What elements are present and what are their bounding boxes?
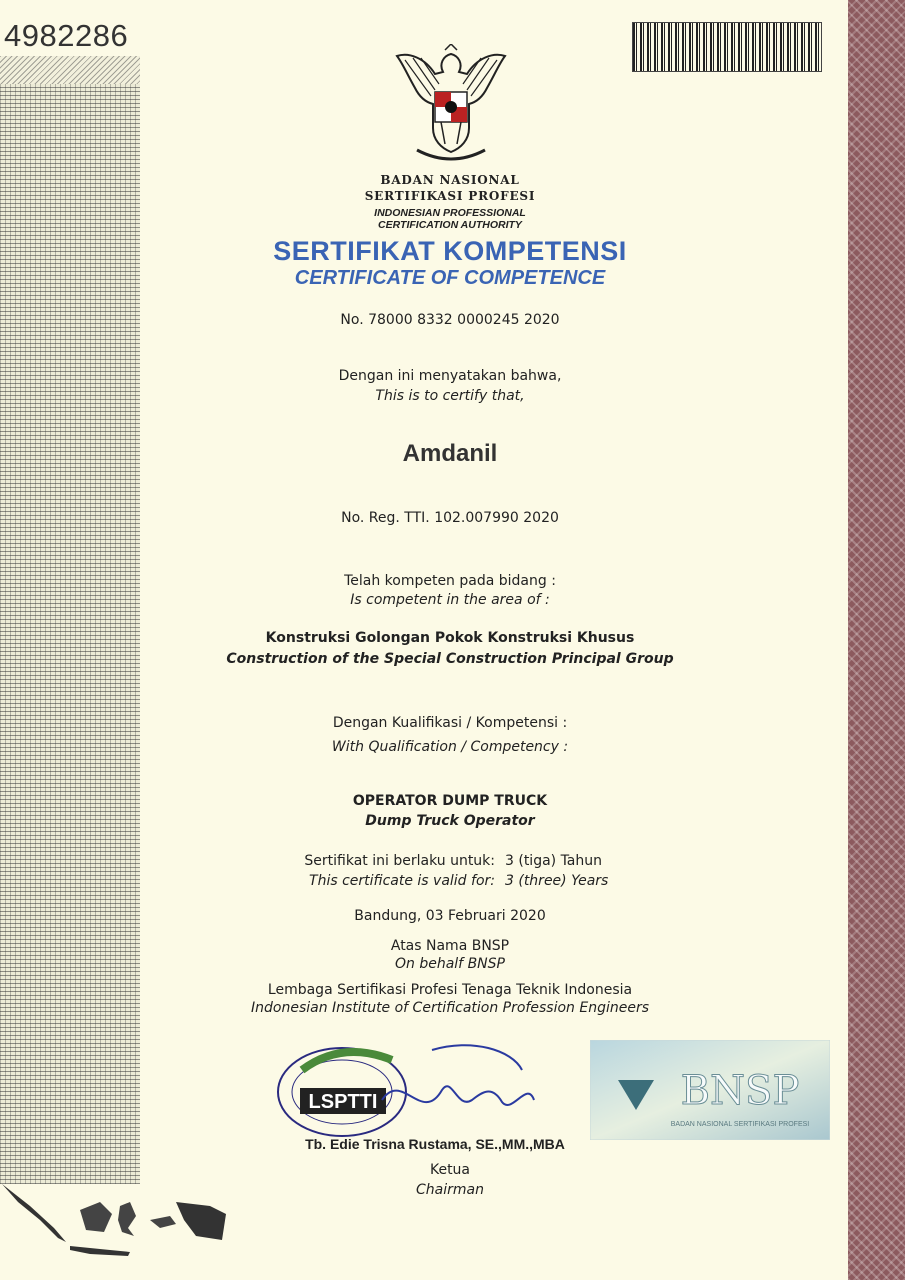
holder-name: Amdanil xyxy=(402,440,498,467)
competency-area-id: Konstruksi Golongan Pokok Konstruksi Khusus xyxy=(265,630,635,646)
certificate-title: SERTIFIKAT KOMPETENSI xyxy=(273,236,627,266)
qualification-en: Dump Truck Operator xyxy=(365,813,535,829)
validity-value-en: 3 (three) Years xyxy=(505,873,609,889)
authority-name-line2: SERTIFIKASI PROFESI xyxy=(364,189,536,203)
competency-area-en: Construction of the Special Construction Principal Group xyxy=(226,651,674,667)
certificate-subtitle: CERTIFICATE OF COMPETENCE xyxy=(294,267,606,289)
security-pattern-left xyxy=(0,84,140,1184)
qualification-intro-en: With Qualification / Competency : xyxy=(331,739,569,755)
area-intro-en: Is competent in the area of : xyxy=(350,592,550,608)
security-pattern-top xyxy=(0,56,140,84)
validity-id xyxy=(150,853,750,869)
authority-block xyxy=(150,172,750,231)
place-date: Bandung, 03 Februari 2020 xyxy=(354,908,546,924)
on-behalf-en: On behalf BNSP xyxy=(395,956,505,972)
on-behalf-id: Atas Nama BNSP xyxy=(390,938,510,954)
signatory-role-en: Chairman xyxy=(416,1182,484,1198)
registration-number: No. Reg. TTI. 102.007990 2020 xyxy=(341,510,559,526)
indonesia-map-icon xyxy=(0,1180,230,1280)
area-intro-id: Telah kompeten pada bidang : xyxy=(344,573,556,589)
bnsp-logo-subtext: BADAN NASIONAL SERTIFIKASI PROFESI xyxy=(670,1121,810,1128)
authority-name-line1: BADAN NASIONAL xyxy=(380,173,520,187)
lsptti-logo-text: LSPTTI xyxy=(308,1091,378,1113)
validity-label-en: This certificate is valid for: xyxy=(309,873,495,889)
institute-name-en: Indonesian Institute of Certification Profession Engineers xyxy=(251,1000,649,1016)
signatory-name: Tb. Edie Trisna Rustama, SE.,MM.,MBA xyxy=(305,1136,565,1152)
certify-text-en: This is to certify that, xyxy=(375,388,525,404)
authority-name-en-line2: CERTIFICATION AUTHORITY xyxy=(378,219,522,231)
authority-name-en-line1: INDONESIAN PROFESSIONAL xyxy=(374,207,526,219)
bnsp-hologram-logo-icon xyxy=(590,1040,830,1140)
certificate-number: No. 78000 8332 0000245 2020 xyxy=(340,312,560,328)
bnsp-logo-text: BNSP xyxy=(680,1068,800,1114)
serial-number: 4982286 xyxy=(4,18,129,53)
lsptti-logo-icon xyxy=(272,1030,562,1140)
security-border-right xyxy=(848,0,905,1280)
institute-name-id: Lembaga Sertifikasi Profesi Tenaga Teknik Indonesia xyxy=(267,982,633,998)
validity-label-id: Sertifikat ini berlaku untuk: xyxy=(304,853,495,869)
qualification-intro-id: Dengan Kualifikasi / Kompetensi : xyxy=(332,715,568,731)
qualification-id: OPERATOR DUMP TRUCK xyxy=(352,793,548,809)
certify-text-id: Dengan ini menyatakan bahwa, xyxy=(338,368,562,384)
garuda-emblem-icon xyxy=(395,44,507,166)
validity-en xyxy=(150,873,750,889)
barcode xyxy=(632,22,822,72)
signatory-role-id: Ketua xyxy=(429,1162,471,1178)
validity-value-id: 3 (tiga) Tahun xyxy=(505,853,603,869)
